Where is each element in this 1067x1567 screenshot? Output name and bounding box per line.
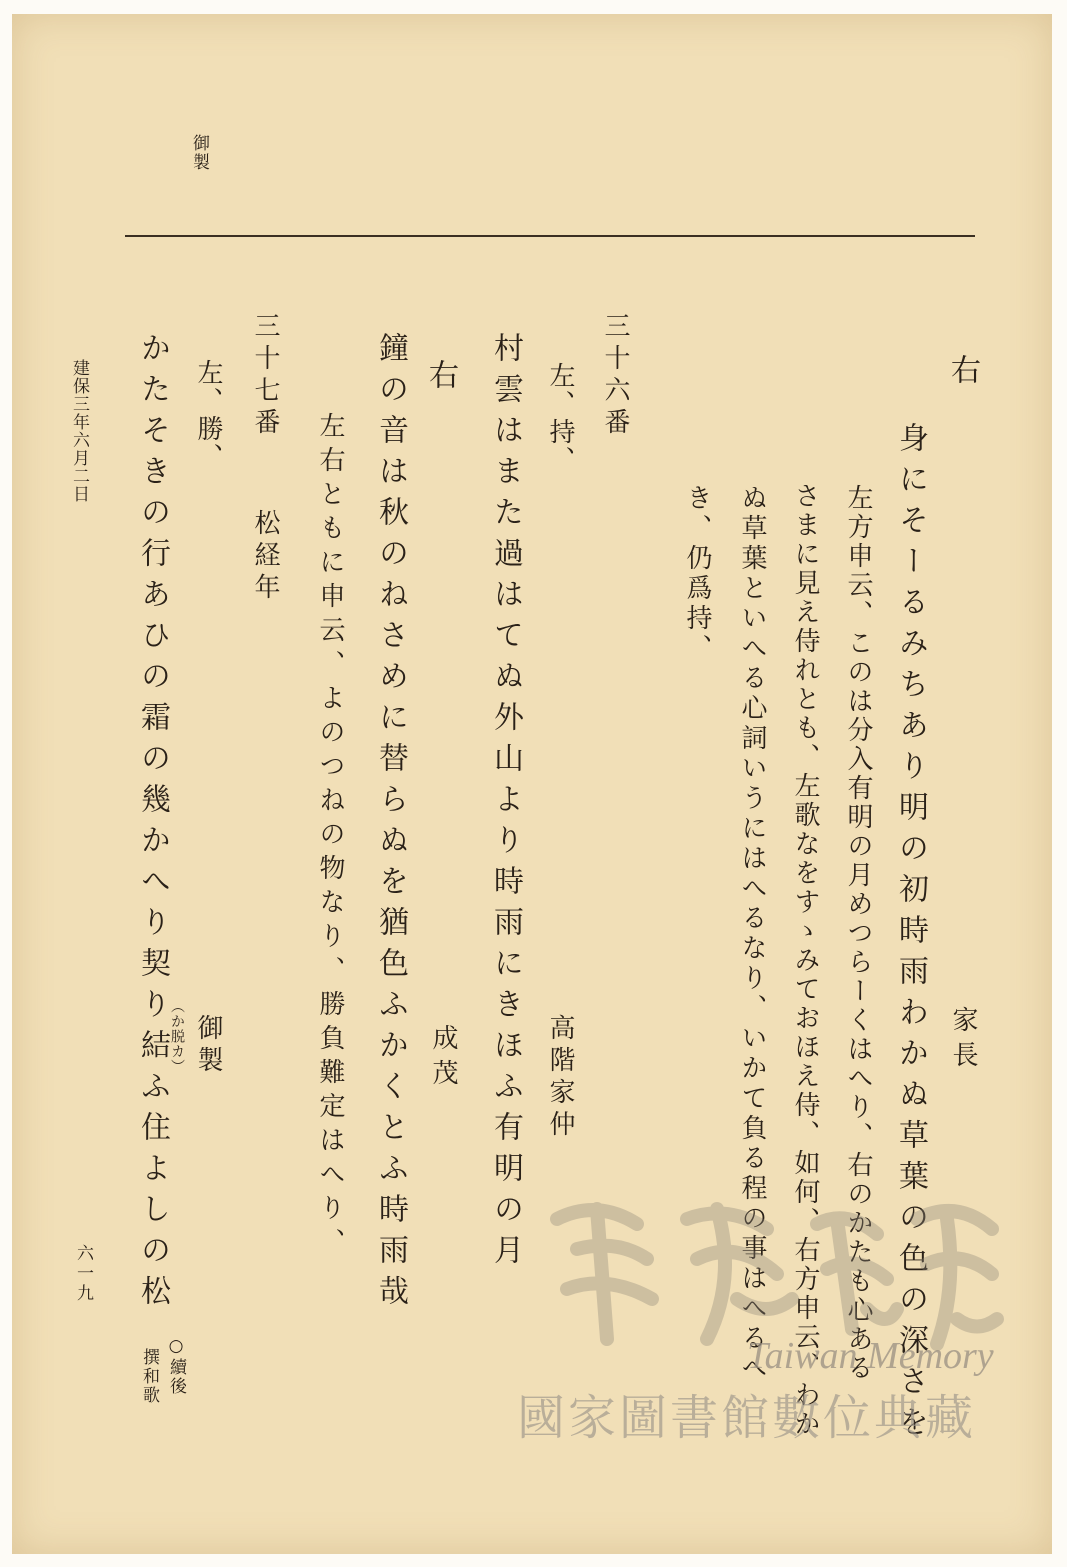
right-label: 右 <box>945 354 980 394</box>
running-title: 御製 <box>189 134 209 172</box>
round-36-heading: 三十六番 <box>600 312 630 440</box>
round-36-left: 左、持、 <box>545 362 575 474</box>
anthology-note-2: 撰和歌 <box>139 1348 159 1405</box>
round-36-right: 右 <box>423 359 458 399</box>
author-ieyasu: 家長 <box>948 1006 978 1076</box>
author-gyosei: 御製 <box>193 1014 223 1078</box>
watermark-chinese: 國家圖書館數位典藏 <box>517 1390 977 1446</box>
judgment-line-2: さまに見え侍れとも、左歌なをすゝみておほえ侍、如何、右方申云、わか <box>790 482 820 1439</box>
anthology-note-1: ○續後 <box>166 1336 186 1396</box>
author-narishige: 成茂 <box>428 1024 458 1094</box>
author-takashina: 高階家仲 <box>545 1014 575 1142</box>
author-tsunetoshi: 松経年 <box>250 509 280 605</box>
poem-right-36: 鐘の音は秋のねさめに替らぬを猶色ふかくとふ時雨哉 <box>373 332 408 1316</box>
poem-right-35: 身にそーるみちあり明の初時雨わかぬ草葉の色の深さを <box>893 422 928 1447</box>
round-37-heading: 三十七番 <box>250 312 280 440</box>
judgment-line-4: き、仍爲持、 <box>682 484 712 664</box>
document-page <box>12 14 1052 1554</box>
date-line: 建保三年六月二日 <box>69 359 89 503</box>
missing-char-note: （か脱カ） <box>169 999 185 1074</box>
poem-left-37: かたそきの行あひの霜の幾かへり契り結ふ住よしの松 <box>135 332 170 1316</box>
judgment-36: 左右ともに申云、よのつねの物なり、勝負難定はへり、 <box>315 412 345 1262</box>
header-rule <box>125 235 975 237</box>
judgment-line-3: ぬ草葉といへる心詞いうにはへるなり、いかて負る程の事はへるへ <box>737 484 767 1384</box>
page-number: 六一九 <box>73 1244 93 1304</box>
watermark-calligraphy <box>537 1179 1007 1359</box>
round-37-left: 左、勝、 <box>193 359 223 471</box>
judgment-line-1: 左方申云、このは分入有明の月めつらーくはへり、右のかたも心ある <box>843 484 873 1383</box>
poem-left-36: 村雲はまた過はてぬ外山より時雨にきほふ有明の月 <box>488 332 523 1275</box>
watermark-english: Taiwan Memory <box>747 1335 994 1377</box>
